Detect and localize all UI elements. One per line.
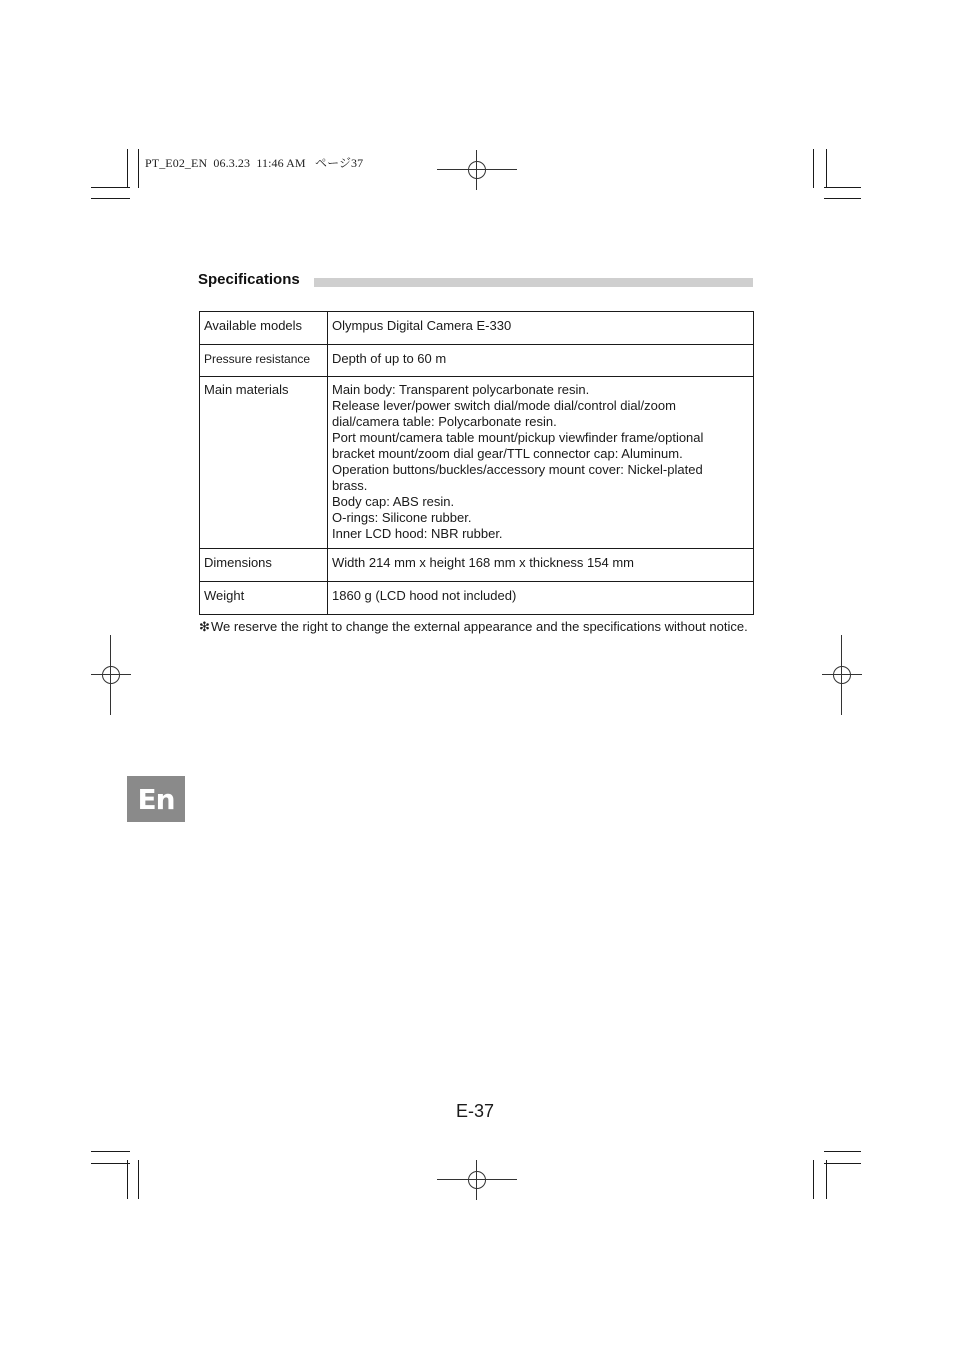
spec-value-line: brass. — [332, 478, 368, 493]
spec-value-line: Body cap: ABS resin. — [332, 494, 455, 509]
spec-value-line: Operation buttons/buckles/accessory mount cover: Nickel-plated — [332, 462, 703, 477]
spec-value — [328, 582, 754, 615]
spec-value-line: dial/camera table: Polycarbonate resin. — [332, 414, 557, 429]
spec-value-line: Inner LCD hood: NBR rubber. — [332, 526, 503, 541]
table-row — [200, 549, 754, 582]
spec-value-line: 1860 g (LCD hood not included) — [332, 588, 517, 603]
spec-label: Dimensions — [200, 549, 328, 582]
page-number: E-37 — [456, 1101, 495, 1121]
spec-value — [328, 312, 754, 345]
spec-value-line: Depth of up to 60 m — [332, 351, 447, 366]
print-slug-header: PT_E02_EN 06.3.23 11:46 AM ページ37 — [145, 156, 364, 170]
spec-label: Main materials — [200, 377, 328, 549]
asterisk-icon: ❇ — [199, 619, 210, 634]
language-tab-label: En — [137, 782, 175, 816]
spec-label: Available models — [200, 312, 328, 345]
language-tab — [127, 776, 185, 822]
spec-value-line: Main body: Transparent polycarbonate resin. — [332, 382, 590, 397]
spec-value — [328, 549, 754, 582]
table-row — [200, 312, 754, 345]
spec-value — [328, 345, 754, 377]
footnote-text: We reserve the right to change the external appearance and the specifications without notice. — [211, 619, 748, 634]
spec-value-line: Width 214 mm x height 168 mm x thickness 154 mm — [332, 555, 635, 570]
spec-value-line: Release lever/power switch dial/mode dial/control dial/zoom — [332, 398, 676, 413]
spec-value-line: O-rings: Silicone rubber. — [332, 510, 472, 525]
spec-label: Weight — [200, 582, 328, 615]
section-title-rule — [314, 278, 753, 287]
spec-value-line: Port mount/camera table mount/pickup viewfinder frame/optional — [332, 430, 704, 445]
section-title: Specifications — [198, 271, 300, 288]
footnote — [199, 619, 753, 635]
spec-value — [328, 377, 754, 549]
table-row — [200, 377, 754, 549]
table-row — [200, 582, 754, 615]
specifications-table — [199, 311, 754, 615]
table-row — [200, 345, 754, 377]
spec-value-line: Olympus Digital Camera E-330 — [332, 318, 512, 333]
spec-label: Pressure resistance — [200, 345, 328, 377]
spec-value-line: bracket mount/zoom dial gear/TTL connector cap: Aluminum. — [332, 446, 683, 461]
